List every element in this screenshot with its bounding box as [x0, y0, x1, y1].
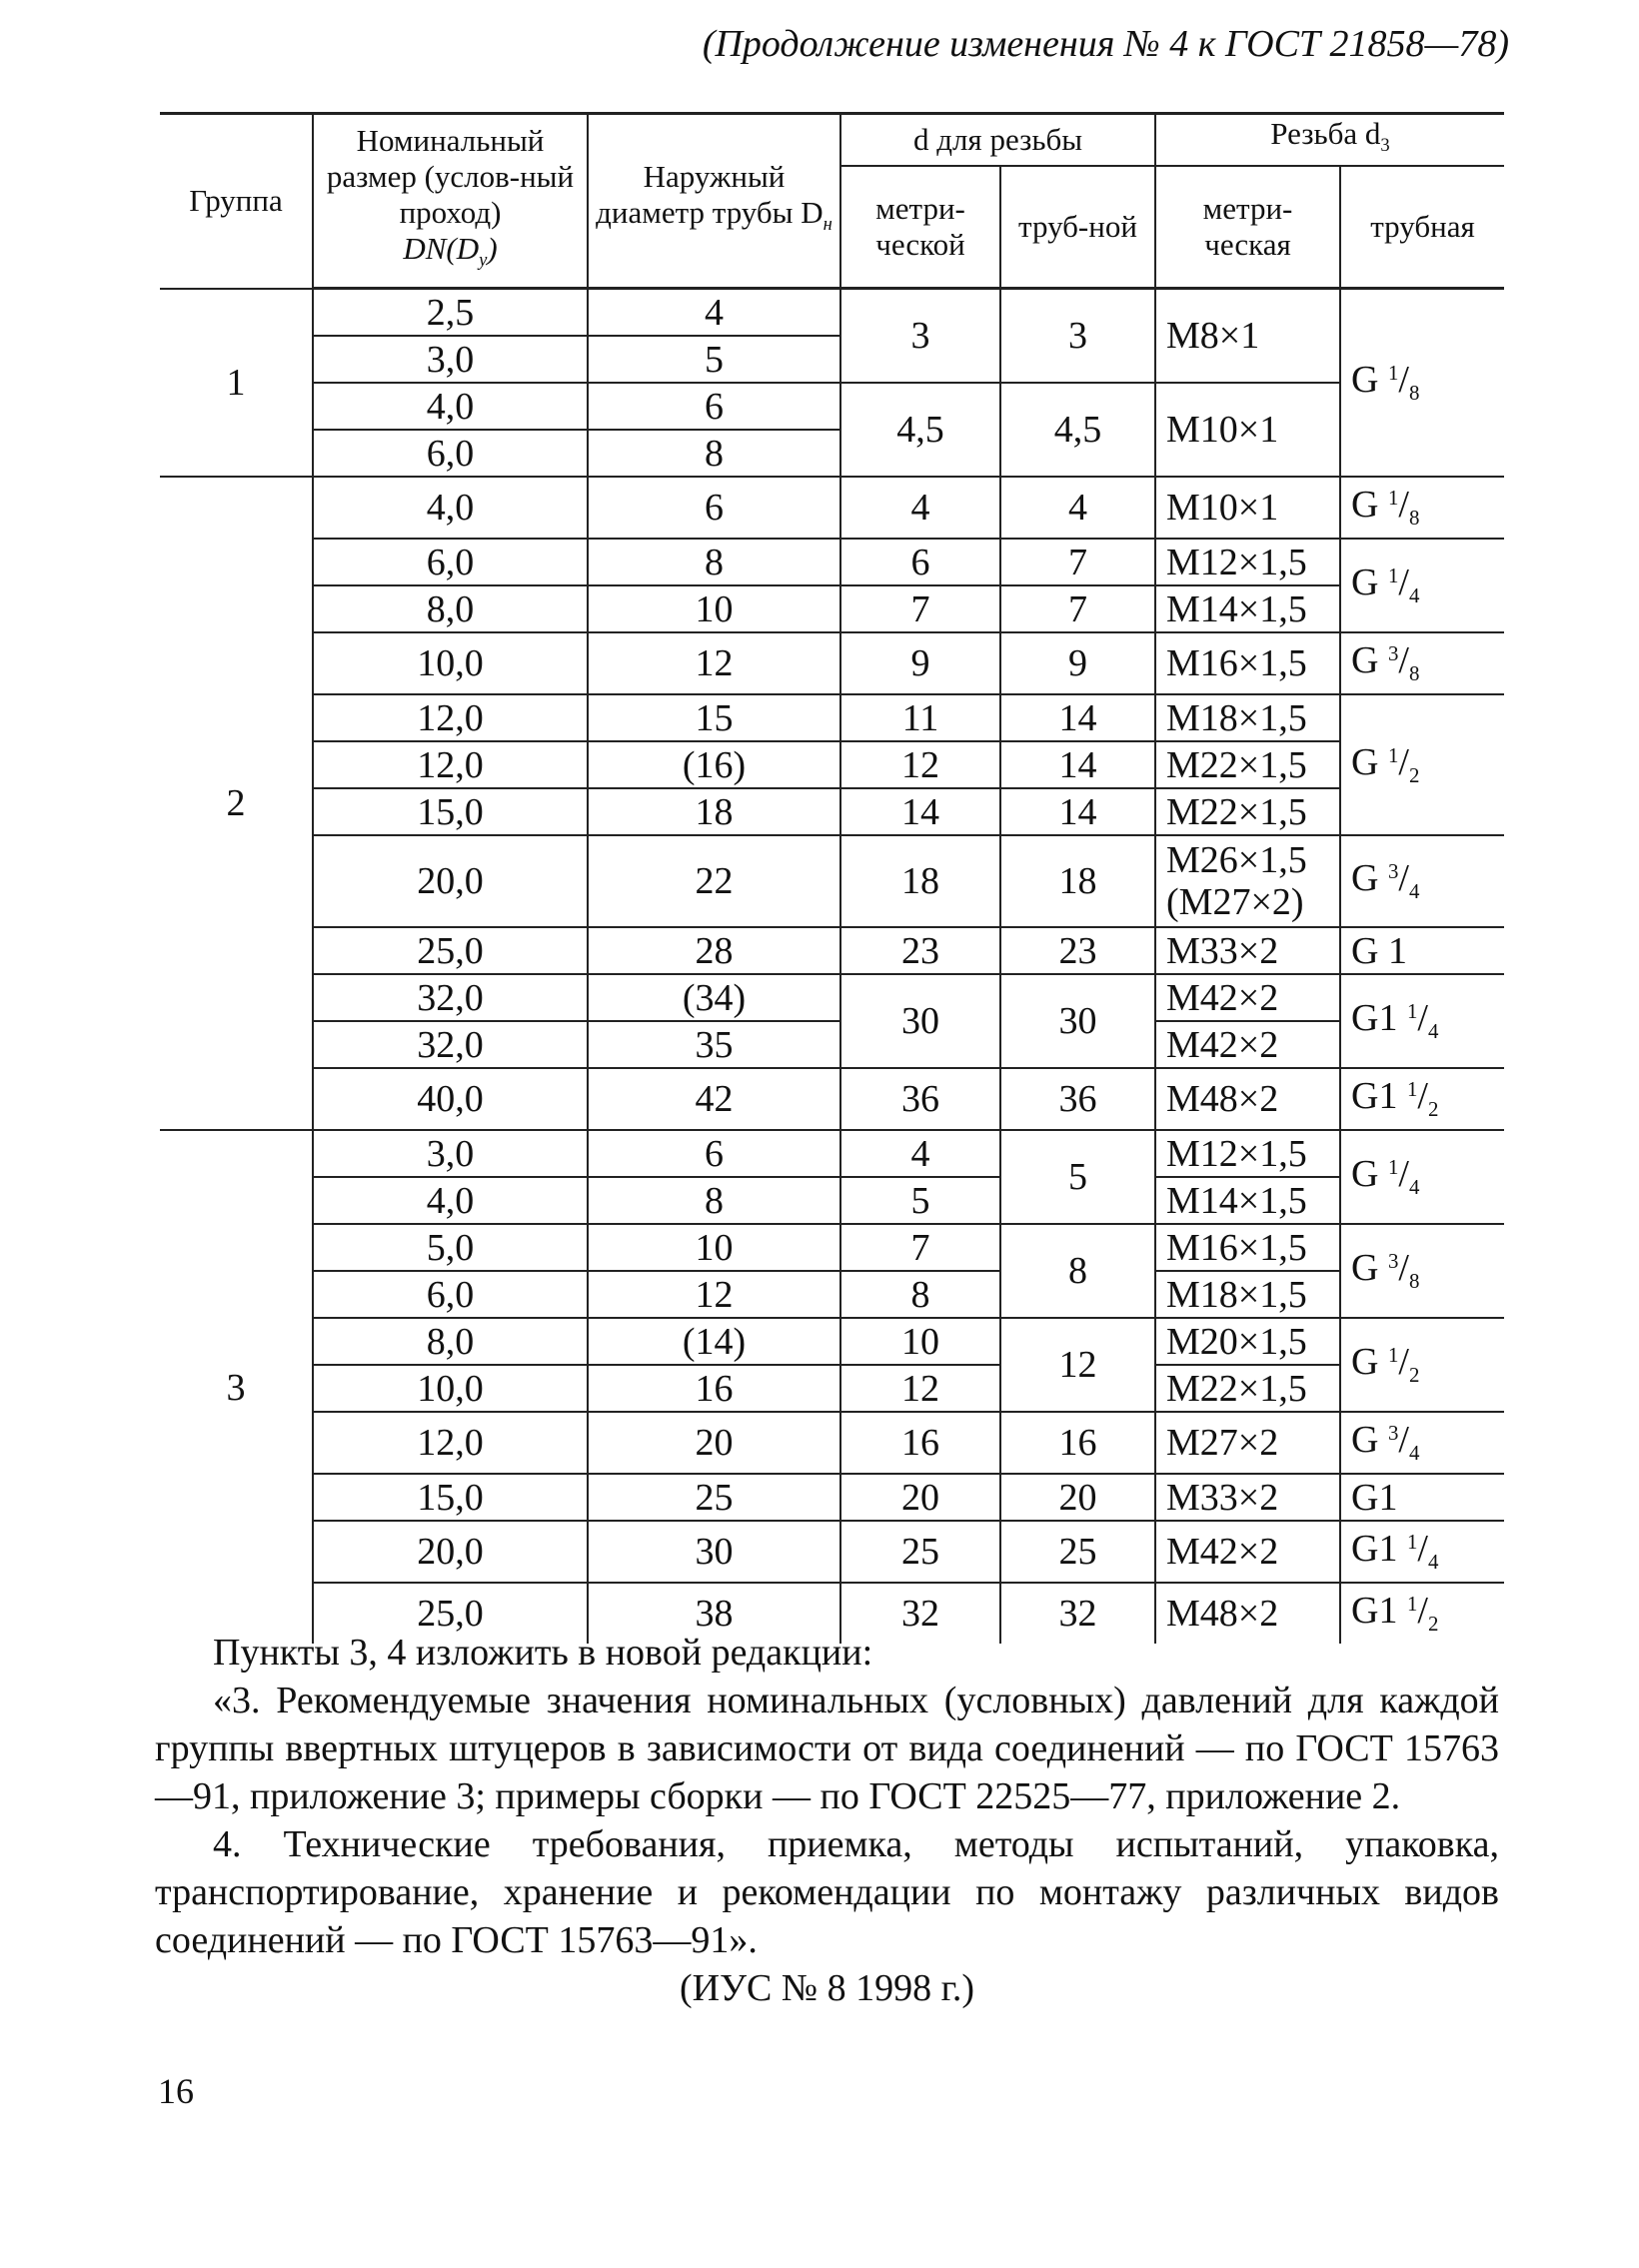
nominal-cell: 12,0	[313, 741, 588, 788]
table-row	[160, 1271, 1504, 1318]
outer-cell: 5	[588, 336, 840, 383]
thread-pipe-cell	[1340, 1521, 1504, 1583]
outer-cell: 6	[588, 383, 840, 430]
nominal-cell: 2,5	[313, 289, 588, 337]
ius-reference: (ИУС № 8 1998 г.)	[679, 1967, 975, 2009]
body-text	[155, 1629, 1499, 2012]
thread-pipe-cell	[1340, 694, 1504, 835]
d-metric-cell: 3	[840, 289, 1000, 384]
table-row	[160, 1521, 1504, 1583]
nominal-cell: 3,0	[313, 1130, 588, 1177]
thread-metric-cell: M18×1,5	[1155, 694, 1340, 741]
d-pipe-cell: 7	[1000, 585, 1155, 632]
pipe-thread-value: G 1	[1351, 929, 1407, 972]
outer-cell: 10	[588, 585, 840, 632]
nominal-cell: 3,0	[313, 336, 588, 383]
d-pipe-cell: 36	[1000, 1068, 1155, 1130]
d-metric-cell: 23	[840, 927, 1000, 974]
d-pipe-cell: 4,5	[1000, 383, 1155, 477]
group-cell: 3	[160, 1130, 313, 1644]
pipe-thread-value: G1 $^1/_2$	[1351, 1075, 1439, 1121]
thread-metric-cell: M14×1,5	[1155, 585, 1340, 632]
thread-table	[160, 112, 1504, 1644]
d-pipe-cell: 16	[1000, 1412, 1155, 1474]
pipe-thread-value: G $^1/_8$	[1351, 484, 1420, 530]
pipe-thread-value: G $^3/_4$	[1351, 857, 1420, 903]
header-thread-d3: Резьба $d_3$	[1155, 114, 1504, 167]
pipe-thread-value: G1	[1351, 1476, 1398, 1519]
d-metric-cell: 14	[840, 788, 1000, 835]
thread-metric-cell: M42×2	[1155, 1021, 1340, 1068]
nominal-cell: 25,0	[313, 1583, 588, 1644]
nominal-cell: 4,0	[313, 1177, 588, 1224]
nominal-cell: 10,0	[313, 632, 588, 694]
thread-pipe-cell	[1340, 927, 1504, 974]
table-row	[160, 694, 1504, 741]
table-row	[160, 1021, 1504, 1068]
nominal-cell: 12,0	[313, 1412, 588, 1474]
table-row	[160, 1130, 1504, 1177]
d-pipe-cell: 9	[1000, 632, 1155, 694]
nominal-cell: 6,0	[313, 539, 588, 585]
table-row	[160, 1224, 1504, 1271]
header-thread-pipe: трубная	[1340, 166, 1504, 289]
thread-metric-cell: M48×2	[1155, 1583, 1340, 1644]
table-row	[160, 1177, 1504, 1224]
outer-cell: 25	[588, 1474, 840, 1521]
outer-cell: 38	[588, 1583, 840, 1644]
nominal-cell: 12,0	[313, 694, 588, 741]
group-cell: 1	[160, 289, 313, 478]
d-metric-cell: 7	[840, 1224, 1000, 1271]
thread-metric-cell: M22×1,5	[1155, 1365, 1340, 1412]
d-pipe-cell: 25	[1000, 1521, 1155, 1583]
table-row	[160, 1318, 1504, 1365]
outer-cell: 4	[588, 289, 840, 337]
d-pipe-cell: 14	[1000, 741, 1155, 788]
thread-metric-cell: M26×1,5 (M27×2)	[1155, 835, 1340, 927]
thread-pipe-cell	[1340, 1412, 1504, 1474]
thread-pipe-cell	[1340, 1068, 1504, 1130]
pipe-thread-value: G $^1/_8$	[1351, 359, 1420, 405]
outer-cell: 8	[588, 430, 840, 477]
d-metric-cell: 32	[840, 1583, 1000, 1644]
table-row	[160, 1474, 1504, 1521]
d-pipe-cell: 23	[1000, 927, 1155, 974]
d-pipe-cell: 8	[1000, 1224, 1155, 1318]
paragraph-4: 4. Технические требования, приемка, методы испытаний, упаковка, транспортирование, хранение и рекомендации по монтажу различных видов соединений — по ГОСТ 15763—91».	[155, 1823, 1499, 1961]
d-metric-cell: 12	[840, 1365, 1000, 1412]
nominal-cell: 8,0	[313, 585, 588, 632]
thread-metric-cell: M10×1	[1155, 477, 1340, 539]
outer-cell: 6	[588, 477, 840, 539]
outer-cell: (34)	[588, 974, 840, 1021]
d-metric-cell: 11	[840, 694, 1000, 741]
outer-cell: 12	[588, 632, 840, 694]
table-row	[160, 539, 1504, 585]
table-row	[160, 289, 1504, 337]
pipe-thread-value: G $^1/_4$	[1351, 562, 1420, 607]
pipe-thread-value: G1 $^1/_4$	[1351, 1528, 1439, 1574]
d-pipe-cell: 14	[1000, 788, 1155, 835]
table-row	[160, 1365, 1504, 1412]
thread-metric-cell: M22×1,5	[1155, 788, 1340, 835]
header-nominal: Номинальный размер (услов-ный проход) $DN(D_y)$	[313, 114, 588, 289]
table-row	[160, 383, 1504, 430]
table-row	[160, 927, 1504, 974]
nominal-cell: 8,0	[313, 1318, 588, 1365]
thread-pipe-cell	[1340, 632, 1504, 694]
header-d-metric: метри-ческой	[840, 166, 1000, 289]
d-metric-cell: 18	[840, 835, 1000, 927]
d-pipe-cell: 18	[1000, 835, 1155, 927]
thread-pipe-cell	[1340, 477, 1504, 539]
nominal-cell: 4,0	[313, 477, 588, 539]
thread-pipe-cell	[1340, 1130, 1504, 1224]
d-metric-cell: 16	[840, 1412, 1000, 1474]
thread-metric-cell: M33×2	[1155, 1474, 1340, 1521]
header-thread-metric: метри-ческая	[1155, 166, 1340, 289]
pipe-thread-value: G $^1/_2$	[1351, 740, 1420, 787]
nominal-cell: 25,0	[313, 927, 588, 974]
thread-pipe-cell	[1340, 1224, 1504, 1318]
nominal-cell: 32,0	[313, 1021, 588, 1068]
outer-cell: 28	[588, 927, 840, 974]
pipe-thread-value: G1 $^1/_4$	[1351, 997, 1439, 1043]
nominal-cell: 15,0	[313, 788, 588, 835]
nominal-cell: 15,0	[313, 1474, 588, 1521]
thread-metric-cell: M12×1,5	[1155, 539, 1340, 585]
thread-metric-cell: M16×1,5	[1155, 632, 1340, 694]
outer-cell: 18	[588, 788, 840, 835]
table-row	[160, 1068, 1504, 1130]
outer-cell: 10	[588, 1224, 840, 1271]
d-pipe-cell: 12	[1000, 1318, 1155, 1412]
thread-pipe-cell	[1340, 539, 1504, 632]
nominal-cell: 10,0	[313, 1365, 588, 1412]
group-cell: 2	[160, 477, 313, 1130]
pipe-thread-value: G1 $^1/_2$	[1351, 1590, 1439, 1636]
d-pipe-cell: 3	[1000, 289, 1155, 384]
nominal-cell: 32,0	[313, 974, 588, 1021]
table-row	[160, 835, 1504, 927]
thread-metric-cell: M18×1,5	[1155, 1271, 1340, 1318]
thread-metric-cell: M8×1	[1155, 289, 1340, 384]
d-metric-cell: 30	[840, 974, 1000, 1068]
thread-metric-cell: M12×1,5	[1155, 1130, 1340, 1177]
d-metric-cell: 4	[840, 477, 1000, 539]
outer-cell: 22	[588, 835, 840, 927]
nominal-cell: 5,0	[313, 1224, 588, 1271]
thread-metric-cell: M42×2	[1155, 1521, 1340, 1583]
d-pipe-cell: 7	[1000, 539, 1155, 585]
thread-pipe-cell	[1340, 289, 1504, 478]
pipe-thread-value: G $^3/_8$	[1351, 639, 1420, 685]
outer-cell: 35	[588, 1021, 840, 1068]
thread-metric-cell: M14×1,5	[1155, 1177, 1340, 1224]
header-group: Группа	[160, 114, 313, 289]
table-row	[160, 788, 1504, 835]
outer-cell: 42	[588, 1068, 840, 1130]
outer-cell: 6	[588, 1130, 840, 1177]
outer-cell: (14)	[588, 1318, 840, 1365]
table-row	[160, 974, 1504, 1021]
table-row	[160, 1412, 1504, 1474]
outer-cell: 8	[588, 1177, 840, 1224]
d-pipe-cell: 14	[1000, 694, 1155, 741]
d-pipe-cell: 5	[1000, 1130, 1155, 1224]
thread-metric-cell: M42×2	[1155, 974, 1340, 1021]
d-metric-cell: 7	[840, 585, 1000, 632]
header-d-pipe: труб-ной	[1000, 166, 1155, 289]
header-d-thread: d для резьбы	[840, 114, 1155, 167]
d-pipe-cell: 30	[1000, 974, 1155, 1068]
outer-cell: 12	[588, 1271, 840, 1318]
d-metric-cell: 8	[840, 1271, 1000, 1318]
d-pipe-cell: 32	[1000, 1583, 1155, 1644]
table-row	[160, 632, 1504, 694]
d-metric-cell: 9	[840, 632, 1000, 694]
outer-cell: 20	[588, 1412, 840, 1474]
thread-metric-cell: M33×2	[1155, 927, 1340, 974]
thread-metric-cell: M16×1,5	[1155, 1224, 1340, 1271]
thread-pipe-cell	[1340, 974, 1504, 1068]
d-pipe-cell: 20	[1000, 1474, 1155, 1521]
outer-cell: 30	[588, 1521, 840, 1583]
table-row	[160, 741, 1504, 788]
thread-metric-cell: M48×2	[1155, 1068, 1340, 1130]
d-metric-cell: 25	[840, 1521, 1000, 1583]
page-header: (Продолжение изменения № 4 к ГОСТ 21858—78)	[702, 23, 1509, 65]
paragraph-3: «3. Рекомендуемые значения номинальных (условных) давлений для каждой группы ввертных штуцеров в зависимости от вида соединений — по ГОСТ 15763—91, приложение 3; примеры сборки — по ГОСТ 22525—77, приложение 2.	[155, 1680, 1499, 1817]
pipe-thread-value: G $^3/_8$	[1351, 1247, 1420, 1293]
pipe-thread-value: G $^1/_2$	[1351, 1341, 1420, 1387]
table-row	[160, 585, 1504, 632]
outer-cell: 16	[588, 1365, 840, 1412]
header-outer-diameter: Наружный диаметр трубы $D_н$	[588, 114, 840, 289]
d-metric-cell: 4	[840, 1130, 1000, 1177]
table-row	[160, 477, 1504, 539]
nominal-cell: 6,0	[313, 1271, 588, 1318]
d-metric-cell: 10	[840, 1318, 1000, 1365]
thread-pipe-cell	[1340, 1474, 1504, 1521]
nominal-cell: 4,0	[313, 383, 588, 430]
thread-metric-cell: M20×1,5	[1155, 1318, 1340, 1365]
d-metric-cell: 36	[840, 1068, 1000, 1130]
d-pipe-cell: 4	[1000, 477, 1155, 539]
thread-metric-cell: M27×2	[1155, 1412, 1340, 1474]
nominal-cell: 6,0	[313, 430, 588, 477]
page-number: 16	[158, 2071, 194, 2111]
nominal-cell: 40,0	[313, 1068, 588, 1130]
paragraph-intro: Пункты 3, 4 изложить в новой редакции:	[213, 1632, 873, 1674]
thread-pipe-cell	[1340, 835, 1504, 927]
thread-metric-cell: M22×1,5	[1155, 741, 1340, 788]
thread-pipe-cell	[1340, 1318, 1504, 1412]
nominal-cell: 20,0	[313, 1521, 588, 1583]
thread-metric-cell: M10×1	[1155, 383, 1340, 477]
d-metric-cell: 6	[840, 539, 1000, 585]
pipe-thread-value: G $^1/_4$	[1351, 1153, 1420, 1199]
d-metric-cell: 12	[840, 741, 1000, 788]
pipe-thread-value: G $^3/_4$	[1351, 1419, 1420, 1465]
d-metric-cell: 4,5	[840, 383, 1000, 477]
d-metric-cell: 5	[840, 1177, 1000, 1224]
outer-cell: 15	[588, 694, 840, 741]
d-metric-cell: 20	[840, 1474, 1000, 1521]
nominal-cell: 20,0	[313, 835, 588, 927]
outer-cell: 8	[588, 539, 840, 585]
outer-cell: (16)	[588, 741, 840, 788]
